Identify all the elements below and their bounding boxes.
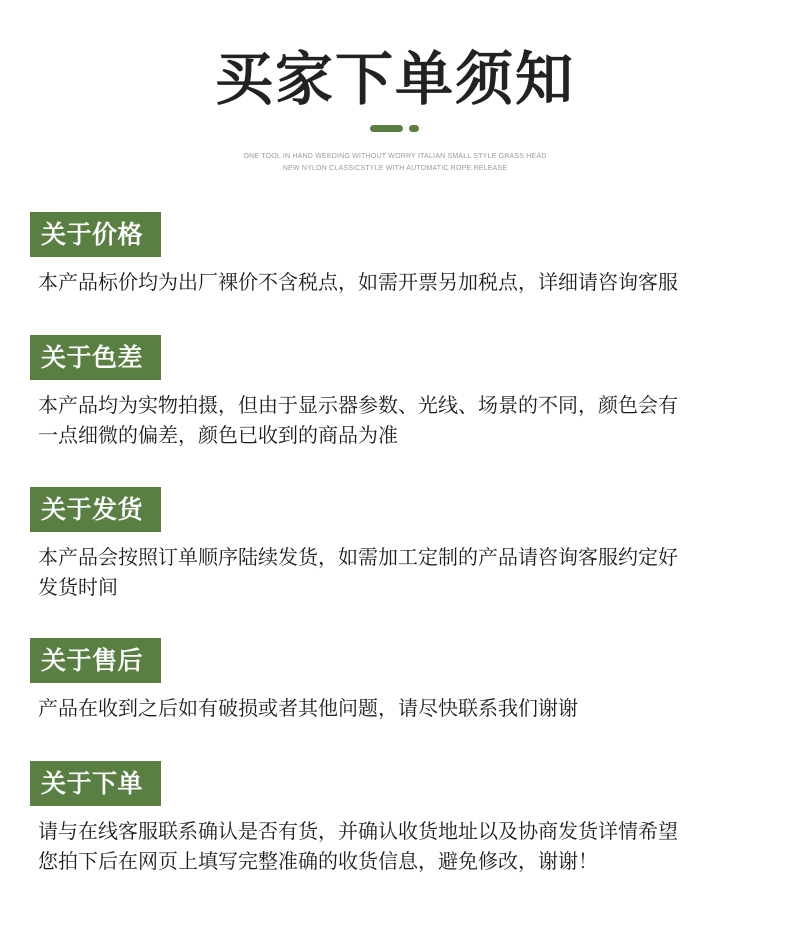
page-title: 买家下单须知 bbox=[214, 45, 575, 113]
section-after-sales bbox=[30, 638, 760, 723]
section-ordering bbox=[30, 761, 760, 876]
section-heading: 关于发货 bbox=[30, 487, 161, 532]
title-accent-bar bbox=[370, 125, 403, 132]
section-text-line: 本产品标价均为出厂裸价不含税点，如需开票另加税点，详细请咨询客服 bbox=[38, 270, 678, 294]
section-body bbox=[38, 390, 758, 450]
section-body bbox=[38, 693, 758, 723]
section-text-line: 发货时间 bbox=[38, 575, 118, 599]
section-heading: 关于价格 bbox=[30, 212, 161, 257]
section-text-line: 一点细微的偏差，颜色已收到的商品为准 bbox=[38, 423, 398, 447]
section-heading: 关于色差 bbox=[30, 335, 161, 380]
section-color-difference bbox=[30, 335, 760, 450]
section-text-line: 产品在收到之后如有破损或者其他问题，请尽快联系我们谢谢 bbox=[38, 696, 578, 720]
title-accent-dot bbox=[409, 125, 419, 132]
subtitle-line-1: ONE TOOL IN HAND WEEDING WITHOUT WORRY ITALIAN SMALL STYLE GRASS HEAD bbox=[243, 153, 547, 160]
subtitle-line-2: NEW NYLON CLASSICSTYLE WITH AUTOMATIC ROPE RELEASE bbox=[282, 165, 508, 172]
section-heading: 关于售后 bbox=[30, 638, 161, 683]
section-body bbox=[38, 542, 758, 602]
section-body bbox=[38, 816, 758, 876]
section-text-line: 请与在线客服联系确认是否有货，并确认收货地址以及协商发货详情希望 bbox=[38, 819, 678, 843]
section-text-line: 您拍下后在网页上填写完整准确的收货信息，避免修改，谢谢！ bbox=[38, 849, 598, 873]
section-text-line: 本产品均为实物拍摄，但由于显示器参数、光线、场景的不同，颜色会有 bbox=[38, 393, 678, 417]
section-body bbox=[38, 267, 758, 297]
section-heading: 关于下单 bbox=[30, 761, 161, 806]
section-text-line: 本产品会按照订单顺序陆续发货，如需加工定制的产品请咨询客服约定好 bbox=[38, 545, 678, 569]
section-shipping bbox=[30, 487, 760, 602]
section-price bbox=[30, 212, 760, 297]
